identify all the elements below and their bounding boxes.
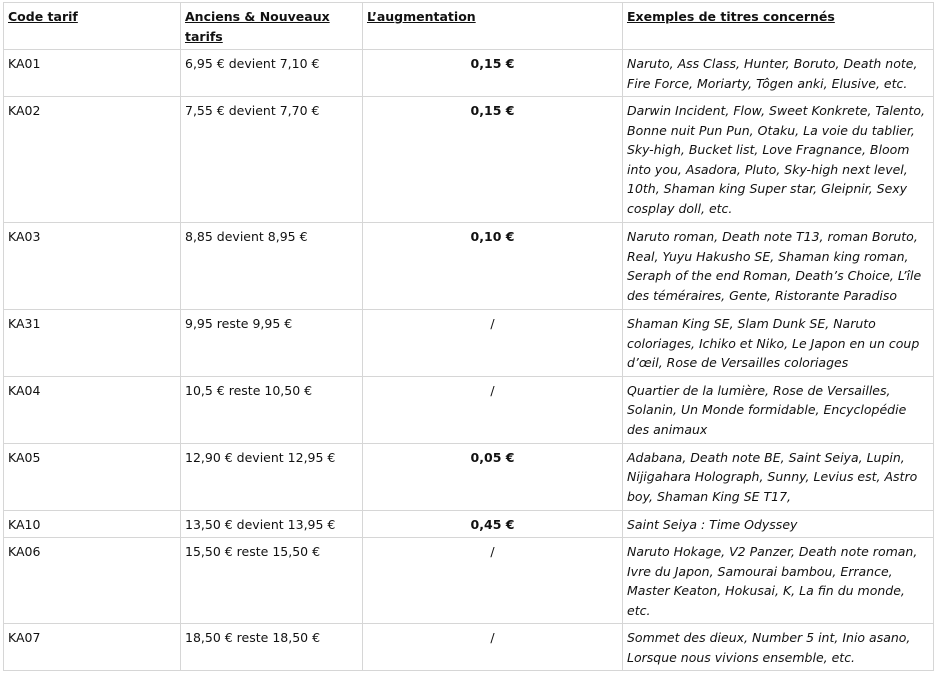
table-row [4, 310, 934, 377]
cell-code: KA07 [4, 624, 181, 671]
table-row [4, 223, 934, 310]
cell-prices: 12,90 € devient 12,95 € [181, 443, 363, 510]
cell-code: KA10 [4, 510, 181, 538]
header-code: Code tarif [4, 3, 181, 50]
cell-increase: / [363, 310, 623, 377]
cell-code: KA31 [4, 310, 181, 377]
cell-increase: / [363, 538, 623, 624]
table-row [4, 376, 934, 443]
cell-examples: Adabana, Death note BE, Saint Seiya, Lupin, Nijigahara Holograph, Sunny, Levius est, Astro boy, Shaman King SE T17, [623, 443, 934, 510]
cell-increase: 0,15 € [363, 97, 623, 223]
header-prices: Anciens & Nouveaux tarifs [181, 3, 363, 50]
table-row [4, 538, 934, 624]
cell-examples: Naruto roman, Death note T13, roman Boruto, Real, Yuyu Hakusho SE, Shaman king roman, Seraph of the end Roman, Death’s Choice, L’île des téméraires, Gente, Ristorante Paradiso [623, 223, 934, 310]
table-row [4, 97, 934, 223]
cell-increase: / [363, 624, 623, 671]
cell-prices: 9,95 reste 9,95 € [181, 310, 363, 377]
table-row [4, 510, 934, 538]
cell-examples: Saint Seiya : Time Odyssey [623, 510, 934, 538]
cell-prices: 10,5 € reste 10,50 € [181, 376, 363, 443]
header-examples: Exemples de titres concernés [623, 3, 934, 50]
table-header [4, 3, 934, 50]
header-increase: L’augmentation [363, 3, 623, 50]
cell-examples: Darwin Incident, Flow, Sweet Konkrete, Talento, Bonne nuit Pun Pun, Otaku, La voie du tablier, Sky-high, Bucket list, Love Fragnance, Bloom into you, Asadora, Pluto, Sky-high next level, 10th, Shaman king Super star, Gleipnir, Sexy cosplay doll, etc. [623, 97, 934, 223]
cell-examples: Naruto, Ass Class, Hunter, Boruto, Death note, Fire Force, Moriarty, Tôgen anki, Elusive, etc. [623, 50, 934, 97]
table-row [4, 443, 934, 510]
cell-increase: 0,15 € [363, 50, 623, 97]
cell-code: KA06 [4, 538, 181, 624]
cell-examples: Naruto Hokage, V2 Panzer, Death note roman, Ivre du Japon, Samourai bambou, Errance, Master Keaton, Hokusai, K, La fin du monde, etc. [623, 538, 934, 624]
cell-code: KA01 [4, 50, 181, 97]
table-row [4, 50, 934, 97]
table-row [4, 624, 934, 671]
cell-prices: 15,50 € reste 15,50 € [181, 538, 363, 624]
cell-prices: 6,95 € devient 7,10 € [181, 50, 363, 97]
cell-increase: 0,45 € [363, 510, 623, 538]
cell-code: KA05 [4, 443, 181, 510]
cell-code: KA03 [4, 223, 181, 310]
cell-examples: Shaman King SE, Slam Dunk SE, Naruto coloriages, Ichiko et Niko, Le Japon en un coup d’œil, Rose de Versailles coloriages [623, 310, 934, 377]
cell-code: KA04 [4, 376, 181, 443]
cell-code: KA02 [4, 97, 181, 223]
cell-increase: / [363, 376, 623, 443]
cell-prices: 8,85 devient 8,95 € [181, 223, 363, 310]
cell-prices: 18,50 € reste 18,50 € [181, 624, 363, 671]
cell-examples: Sommet des dieux, Number 5 int, Inio asano, Lorsque nous vivions ensemble, etc. [623, 624, 934, 671]
cell-examples: Quartier de la lumière, Rose de Versailles, Solanin, Un Monde formidable, Encyclopédie des animaux [623, 376, 934, 443]
cell-prices: 7,55 € devient 7,70 € [181, 97, 363, 223]
cell-prices: 13,50 € devient 13,95 € [181, 510, 363, 538]
cell-increase: 0,10 € [363, 223, 623, 310]
table-body [4, 50, 934, 671]
cell-increase: 0,05 € [363, 443, 623, 510]
tarif-table [3, 2, 934, 671]
header-row [4, 3, 934, 50]
